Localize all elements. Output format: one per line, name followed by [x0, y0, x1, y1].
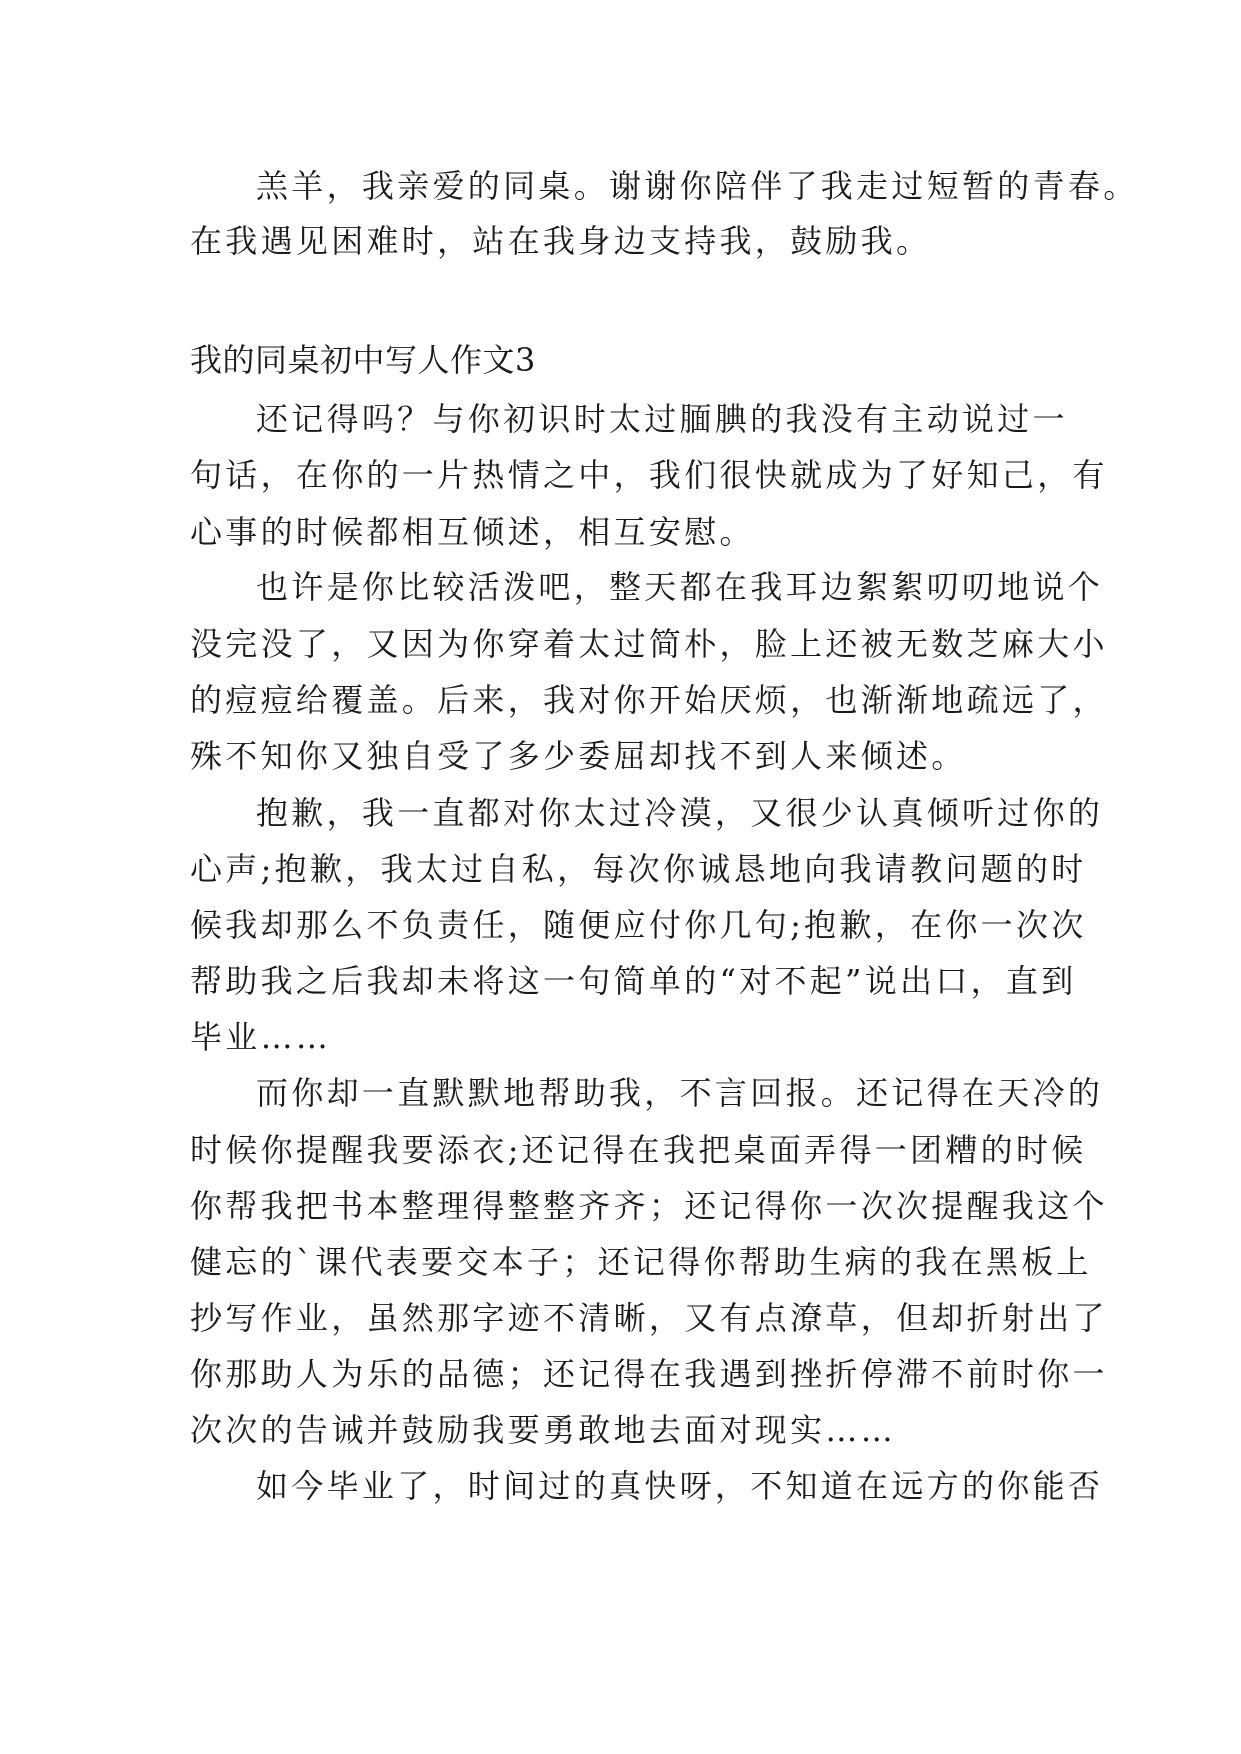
- paragraph-line: 抱歉，我一直都对你太过冷漠，又很少认真倾听过你的: [256, 794, 1104, 832]
- paragraph-line: 你帮我把书本整理得整整齐齐；还记得你一次次提醒我这个: [190, 1187, 1108, 1225]
- section-heading: 我的同桌初中写人作文3: [190, 341, 536, 379]
- paragraph-line: 也许是你比较活泼吧，整天都在我耳边絮絮叨叨地说个: [256, 568, 1104, 606]
- paragraph-line: 还记得吗？与你初识时太过腼腆的我没有主动说过一: [256, 400, 1068, 438]
- paragraph-line: 没完没了，又因为你穿着太过简朴，脸上还被无数芝麻大小: [190, 625, 1108, 663]
- paragraph-line: 殊不知你又独自受了多少委屈却找不到人来倾述。: [190, 737, 967, 775]
- paragraph-line: 而你却一直默默地帮助我，不言回报。还记得在天冷的: [256, 1074, 1104, 1112]
- paragraph-line: 次次的告诫并鼓励我要勇敢地去面对现实……: [190, 1411, 897, 1449]
- paragraph-line: 时候你提醒我要添衣;还记得在我把桌面弄得一团糟的时候: [190, 1131, 1087, 1169]
- paragraph-line: 候我却那么不负责任，随便应付你几句;抱歉，在你一次次: [190, 906, 1087, 944]
- paragraph-line: 抄写作业，虽然那字迹不清晰，又有点潦草，但却折射出了: [190, 1299, 1108, 1337]
- paragraph-line: 在我遇见困难时，站在我身边支持我，鼓励我。: [190, 222, 932, 260]
- paragraph-line: 帮助我之后我却未将这一句简单的“对不起”说出口，直到: [190, 962, 1077, 1000]
- paragraph-line: 毕业……: [190, 1018, 332, 1056]
- paragraph-line: 健忘的`课代表要交本子；还记得你帮助生病的我在黑板上: [190, 1243, 1092, 1281]
- paragraph-line: 你那助人为乐的品德；还记得在我遇到挫折停滞不前时你一: [190, 1355, 1108, 1393]
- paragraph-line: 句话，在你的一片热情之中，我们很快就成为了好知己，有: [190, 456, 1108, 494]
- paragraph-line: 心事的时候都相互倾述，相互安慰。: [190, 513, 755, 551]
- paragraph-line: 如今毕业了，时间过的真快呀，不知道在远方的你能否: [256, 1467, 1104, 1505]
- paragraph-line: 心声;抱歉，我太过自私，每次你诚恳地向我请教问题的时: [190, 850, 1087, 888]
- paragraph-line: 的痘痘给覆盖。后来，我对你开始厌烦，也渐渐地疏远了，: [190, 681, 1108, 719]
- paragraph-line: 羔羊，我亲爱的同桌。谢谢你陪伴了我走过短暂的青春。: [256, 167, 1139, 205]
